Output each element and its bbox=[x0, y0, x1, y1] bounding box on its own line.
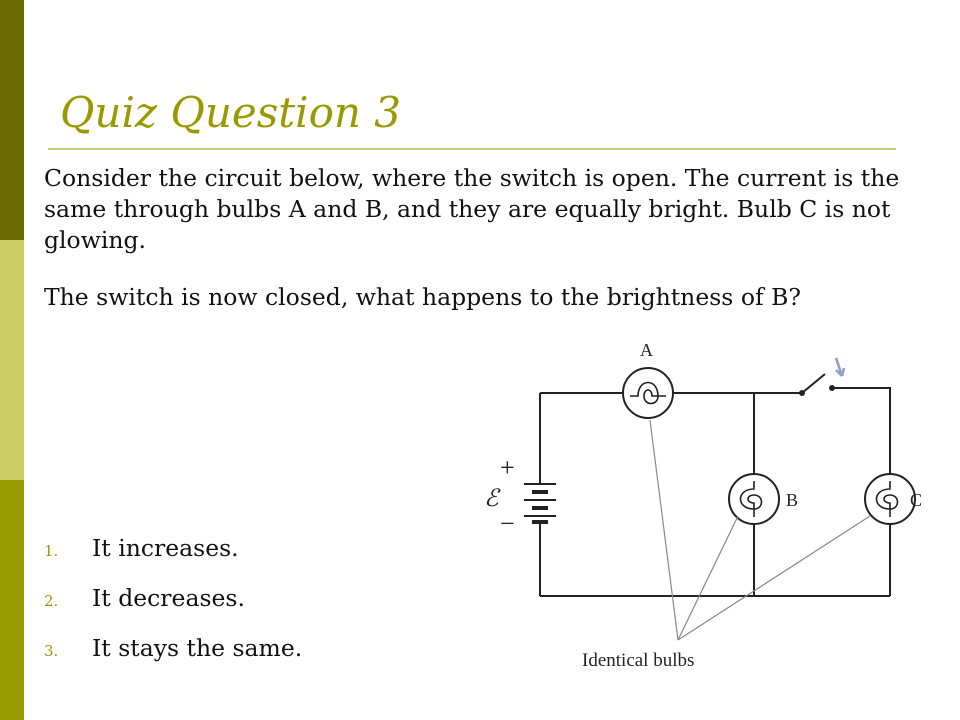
answer-number: 2. bbox=[44, 592, 59, 610]
question-paragraph-1: Consider the circuit below, where the switch is open. The current is the same through bulbs A and B, and they are equally bright. Bulb C is not glowing. bbox=[44, 164, 900, 254]
sidebar-stripe-middle bbox=[0, 240, 24, 480]
slide-title: Quiz Question 3 bbox=[60, 88, 402, 137]
emf-symbol: ℰ bbox=[484, 486, 499, 512]
bulb-b-icon bbox=[729, 474, 779, 524]
battery-minus: − bbox=[500, 509, 515, 538]
battery-plus: + bbox=[500, 453, 515, 482]
circuit-diagram bbox=[480, 336, 940, 676]
label-a: A bbox=[640, 340, 653, 360]
wire-switch-right bbox=[832, 388, 890, 474]
answer-text: It decreases. bbox=[92, 584, 245, 612]
answer-option-3 bbox=[44, 634, 302, 684]
answer-option-1 bbox=[44, 534, 302, 584]
bulb-a-icon bbox=[623, 368, 673, 418]
battery-icon bbox=[524, 484, 556, 522]
switch-contact-right bbox=[829, 385, 835, 391]
sidebar-stripe-bottom bbox=[0, 480, 24, 720]
question-paragraph-2: The switch is now closed, what happens to the brightness of B? bbox=[44, 283, 802, 311]
bulb-c-icon bbox=[865, 474, 915, 524]
answer-number: 3. bbox=[44, 642, 59, 660]
answer-list bbox=[44, 534, 302, 684]
switch-contact-left bbox=[799, 390, 805, 396]
switch-arm bbox=[802, 374, 825, 393]
title-underline bbox=[48, 148, 896, 150]
switch-arrow-icon bbox=[836, 358, 844, 376]
label-c: C bbox=[910, 490, 923, 510]
label-b: B bbox=[786, 490, 799, 510]
sidebar-stripe-top bbox=[0, 0, 24, 240]
answer-option-2 bbox=[44, 584, 302, 634]
circuit-caption: Identical bulbs bbox=[582, 650, 695, 671]
caption-pointer-lines bbox=[650, 420, 870, 640]
answer-text: It stays the same. bbox=[92, 634, 303, 662]
answer-number: 1. bbox=[44, 542, 59, 560]
answer-text: It increases. bbox=[92, 534, 239, 562]
